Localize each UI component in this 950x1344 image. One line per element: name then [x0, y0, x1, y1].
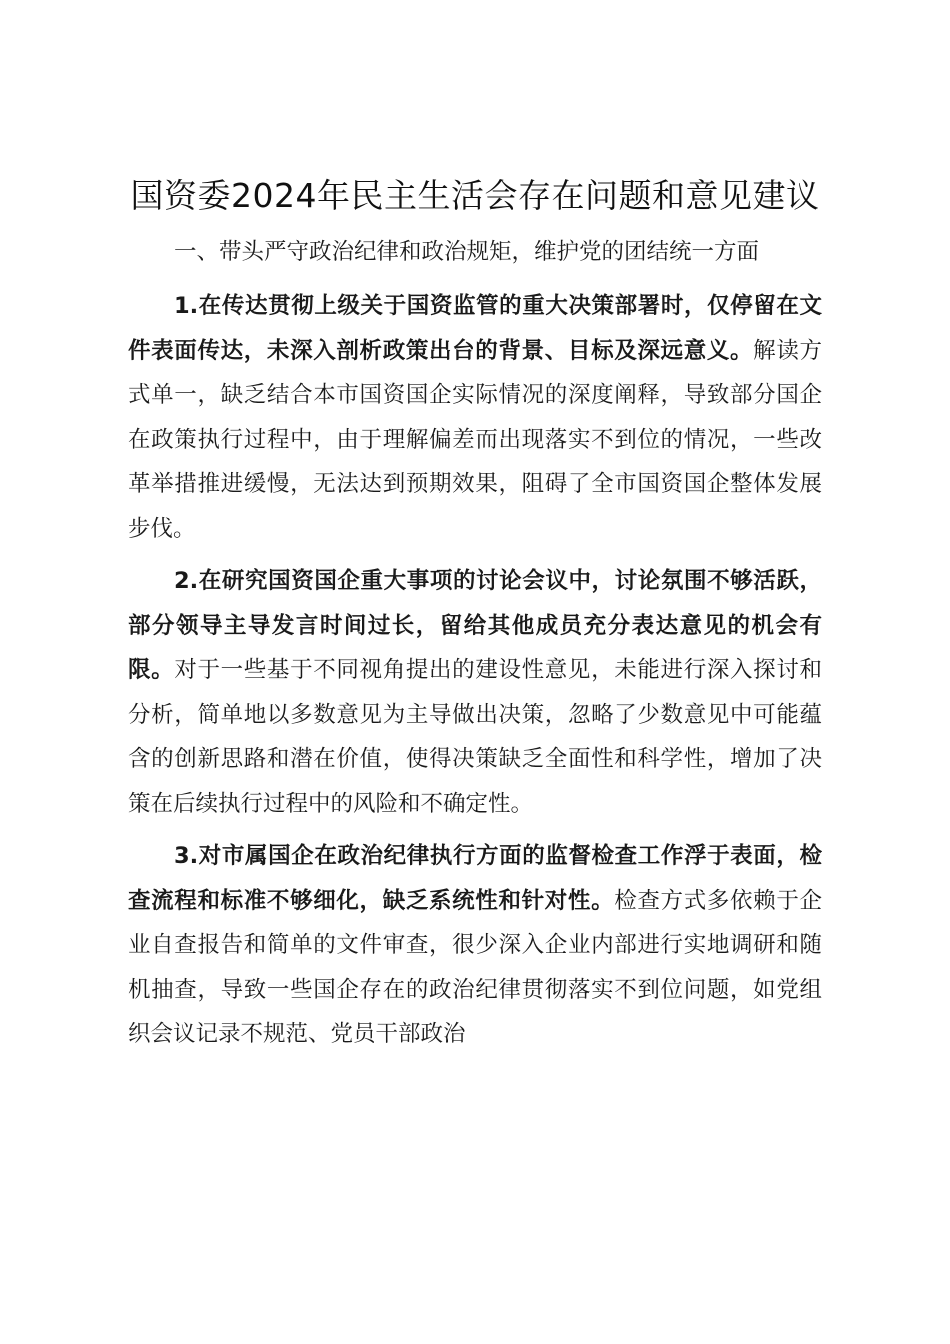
problem-item-lead: 2.在研究国资国企重大事项的讨论会议中，讨论氛围不够活跃，部分领导主导发言时间过长，留给其他成员充分表达意见的机会有限。	[128, 568, 822, 683]
problem-item-2	[128, 559, 822, 826]
problem-item-body: 对于一些基于不同视角提出的建设性意见，未能进行深入探讨和分析，简单地以多数意见为主导做出决策，忽略了少数意见中可能蕴含的创新思路和潜在价值，使得决策缺乏全面性和科学性，增加了决策在后续执行过程中的风险和不确定性。	[128, 657, 822, 817]
section-heading: 一、带头严守政治纪律和政治规矩，维护党的团结统一方面	[174, 239, 760, 265]
document-title: 国资委2024年民主生活会存在问题和意见建议	[130, 176, 820, 215]
problem-item-body: 解读方式单一，缺乏结合本市国资国企实际情况的深度阐释，导致部分国企在政策执行过程中，由于理解偏差而出现落实不到位的情况，一些改革举措推进缓慢，无法达到预期效果，阻碍了全市国资国企整体发展步伐。	[128, 337, 822, 542]
document-body	[128, 170, 822, 1057]
problem-item-lead: 1.在传达贯彻上级关于国资监管的重大决策部署时，仅停留在文件表面传达，未深入剖析政策出台的背景、目标及深远意义。	[128, 293, 822, 364]
problem-item-1	[128, 284, 822, 551]
problem-item-body: 检查方式多依赖于企业自查报告和简单的文件审查，很少深入企业内部进行实地调研和随机抽查，导致一些国企存在的政治纪律贯彻落实不到位问题，如党组织会议记录不规范、党员干部政治	[128, 887, 822, 1047]
problem-item-lead: 3.对市属国企在政治纪律执行方面的监督检查工作浮于表面，检查流程和标准不够细化，缺乏系统性和针对性。	[128, 843, 822, 914]
problem-item-3	[128, 834, 822, 1057]
